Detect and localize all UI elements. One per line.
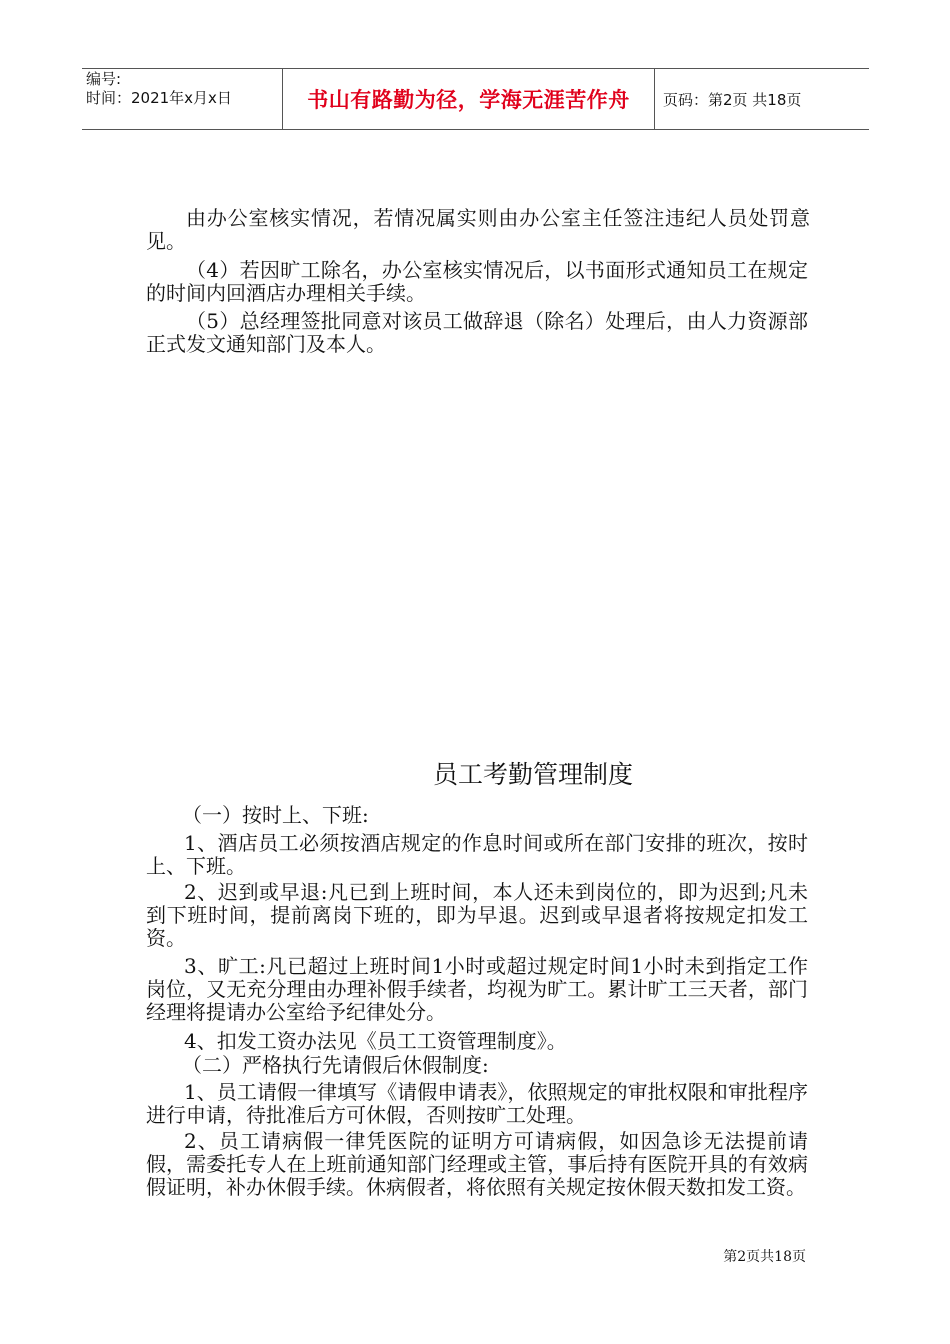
subheading-2: （二）严格执行先请假后休假制度: (182, 1053, 489, 1077)
paragraph-leave-1: 1、员工请假一律填写《请假申请表》，依照规定的审批权限和审批程序进行申请，待批准后方可休假，否则按旷工处理。 (146, 1080, 808, 1127)
subheading-1: （一）按时上、下班: (182, 803, 369, 827)
section-title: 员工考勤管理制度 (432, 760, 633, 789)
paragraph-5: （5）总经理签批同意对该员工做辞退（除名）处理后，由人力资源部正式发文通知部门及本人。 (146, 309, 808, 356)
paragraph-leave-2: 2、员工请病假一律凭医院的证明方可请病假，如因急诊无法提前请假，需委托专人在上班前通知部门经理或主管，事后持有医院开具的有效病假证明，补办休假手续。休病假者，将依照有关规定按休假天数扣发工资。 (146, 1129, 808, 1199)
paragraph-4: （4）若因旷工除名，办公室核实情况后，以书面形式通知员工在规定的时间内回酒店办理相关手续。 (146, 258, 808, 305)
serial-label: 编号: (86, 70, 122, 88)
paragraph-item-3: 3、旷工:凡已超过上班时间1小时或超过规定时间1小时未到指定工作岗位，又无充分理由办理补假手续者，均视为旷工。累计旷工三天者，部门经理将提请办公室给予纪律处分。 (146, 954, 808, 1024)
date-label: 时间：2021年x月x日 (86, 89, 232, 107)
paragraph-item-1: 1、酒店员工必须按酒店规定的作息时间或所在部门安排的班次，按时上、下班。 (146, 831, 808, 878)
paragraph-item-2: 2、迟到或早退:凡已到上班时间，本人还未到岗位的，即为迟到;凡未到下班时间，提前离岗下班的，即为早退。迟到或早退者将按规定扣发工资。 (146, 880, 808, 950)
header-motto: 书山有路勤为径，学海无涯苦作舟 (282, 69, 655, 129)
paragraph-item-4: 4、扣发工资办法见《员工工资管理制度》。 (184, 1029, 567, 1053)
header-meta (82, 69, 282, 129)
paragraph-continued: 由办公室核实情况，若情况属实则由办公室主任签注违纪人员处罚意见。 (146, 206, 810, 253)
page-footer: 第2页共18页 (723, 1249, 806, 1265)
header-page-label: 页码：第2页 共18页 (663, 90, 802, 109)
page-header (82, 68, 869, 130)
